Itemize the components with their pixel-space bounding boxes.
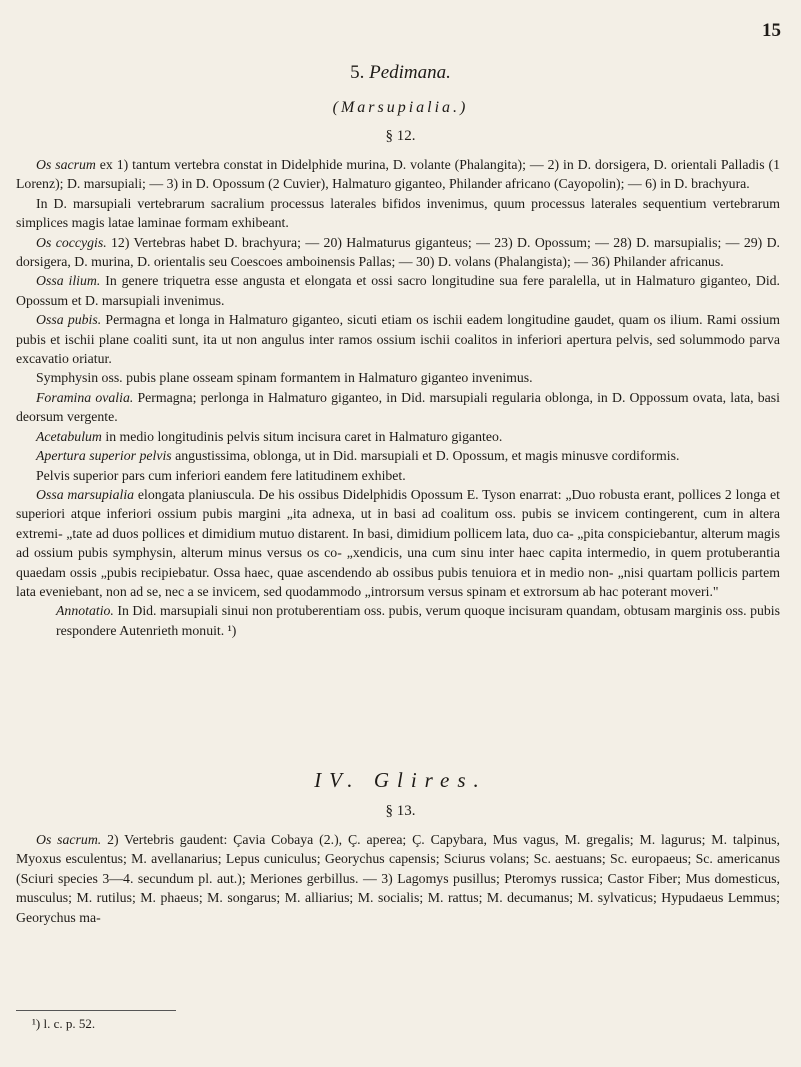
paragraph-lead: Os sacrum xyxy=(36,157,96,172)
section-subtitle: (Marsupialia.) xyxy=(332,99,469,116)
paragraph-text: Symphysin oss. pubis plane osseam spinam formantem in Halmaturo giganteo invenimus. xyxy=(36,370,533,386)
annotation xyxy=(16,601,780,640)
paragraph-number: § 12. xyxy=(385,128,416,144)
paragraph-lead: Ossa pubis. xyxy=(36,312,102,328)
paragraph-lead: Apertura superior pelvis xyxy=(36,448,172,464)
paragraph-text: In genere triquetra esse angusta et elongata et ossi sacro longitudine sua fere paralella, ut in Halmaturo giganteo, Did. Opossum et D. marsupiali invenimus. xyxy=(16,273,780,308)
paragraph-text: 12) Vertebras habet D. brachyura; — 20) Halmaturus giganteus; — 23) D. Opossum; — 28) D. marsupialis; — 29) D. dorsigera, D. murina, D. orientalis seu Coescoes amboinensis Pallas; — 30) D. volans (Phalangista); — 36) Philander africanus. xyxy=(16,234,780,270)
footnote: ¹) l. c. p. 52. xyxy=(32,1016,96,1031)
paragraph-text: 2) Vertebris gaudent: Çavia Cobaya (2.), Ç. aperea; Ç. Capybara, Mus vagus, M. gregalis; M. lagurus; M. talpinus, Myoxus esculentus; M. avellanarius; Lepus cuniculus; Georychus capensis; Sciurus volans; Sc. aestuans; Sc. europaeus; Sc. americanus (Sciuri species 3—4. secundum pl. aut.); Meriones gerbillus. — 3) Lagomys pusillus; Pteromys russica; Castor Fiber; Mus domesticus, musculus; M. rutilus; M. phaeus; M. songarus; M. alliarius; M. socialis; M. rattus; M. decumanus; M. sylvaticus; Hypudaeus Lemmus; Georychus ma- xyxy=(16,832,781,925)
paragraph-text: Permagna; perlonga in Halmaturo giganteo, in Did. marsupiali regularia oblonga, in D. Oppossum ovata, lata, basi deorsum vergente. xyxy=(16,389,780,425)
paragraph-lead: Ossa ilium. xyxy=(36,273,101,289)
paragraph-lead: Foramina ovalia. xyxy=(36,389,134,405)
paragraph-text: Permagna et longa in Halmaturo giganteo, sicuti etiam os ischii eadem longitudine gaudet, quam os ilium. Rami ossium pubis et ischii plane coaliti sunt, ita ut non angulus inter ramos ossium ischii coalitos in inferiori apertura pelvis, sed solummodo parva excavatio oriatur. xyxy=(16,312,781,367)
paragraph xyxy=(16,427,780,446)
section-title: Pedimana. xyxy=(369,62,451,83)
paragraph-text: In D. marsupiali vertebrarum sacralium processus laterales bifidos invenimus, quum processus laterales sequentium vertebrarum simplices magis latae laminae formam exhibeant. xyxy=(16,195,780,231)
main-text xyxy=(16,155,780,640)
paragraph-text: angustissima, oblonga, ut in Did. marsupiali et D. Opossum, et magis minusve cordiformis. xyxy=(171,448,680,464)
paragraph xyxy=(16,388,780,427)
paragraph-text: Pelvis superior pars cum inferiori eandem fere latitudinem exhibet. xyxy=(36,467,406,483)
order-title: Glires. xyxy=(373,768,487,792)
order-heading xyxy=(0,768,801,793)
footnote-divider xyxy=(16,1010,176,1011)
paragraph xyxy=(16,446,780,465)
paragraph xyxy=(16,233,780,272)
paragraph xyxy=(16,310,780,368)
paragraph-lead: Os sacrum. xyxy=(36,832,102,847)
paragraph-lead: Os coccygis. xyxy=(36,234,107,250)
page-number: 15 xyxy=(762,20,781,41)
paragraph-number-2: § 13. xyxy=(385,803,416,819)
section-heading xyxy=(0,62,801,84)
paragraph xyxy=(16,368,780,387)
paragraph-text: elongata planiuscula. De his ossibus Didelphidis Opossum E. Tyson enarrat: „Duo robusta erant, pollices 2 longa et superiori atque inferiori ossium pubis margini „ita adnexa, ut in basi ad coalitum oss. pubis se invicem contingerent, cum in altera extremi- „tate ad duos pollices et dimidium mutuo distarent. In basi, dimidium pollicem lata, duo ca- „pita conspiciebantur, alterum magis ad ossium pubis symphysin, alterum minus versus os co- „xendicis, una cum sinu inter haec capita intermedio, in quem protuberantia quaedam ossis „pubis recipiebatur. Ossa haec, quae ascendendo ab ossibus pubis tenuiora et in medio non- „nisi quartam pollicis partem lata eveniebant, non ad se, nec a se invicem, sed quodammodo „introrsum versus spinam et extrorsum ab hac poterant moveri." xyxy=(16,486,781,599)
paragraph xyxy=(16,155,780,194)
paragraph xyxy=(16,271,780,310)
main-text-2 xyxy=(16,830,780,927)
paragraph-lead: Acetabulum xyxy=(36,428,102,444)
order-number: IV. xyxy=(314,768,361,792)
annotation-text: In Did. marsupiali sinui non protuberentiam oss. pubis, verum quoque incisuram quandam, obtusam marginis oss. pubis respondere Autenrieth monuit. ¹) xyxy=(56,603,780,638)
paragraph xyxy=(16,830,780,927)
section-number: 5. xyxy=(350,62,365,83)
paragraph xyxy=(16,194,780,233)
annotation-lead: Annotatio. xyxy=(56,603,114,619)
paragraph xyxy=(16,466,780,485)
paragraph-text: in medio longitudinis pelvis situm incisura caret in Halmaturo giganteo. xyxy=(101,428,503,444)
paragraph-text: ex 1) tantum vertebra constat in Didelphide murina, D. volante (Phalangita); — 2) in D. dorsigera, D. orientali Palladis (1 Lorenz); D. marsupiali; — 3) in D. Opossum (2 Cuvier), Halmaturo giganteo, Philander africano (Cayopolin); — 6) in D. brachyura. xyxy=(16,157,780,192)
paragraph xyxy=(16,485,780,601)
paragraph-lead: Ossa marsupialia xyxy=(36,486,135,502)
